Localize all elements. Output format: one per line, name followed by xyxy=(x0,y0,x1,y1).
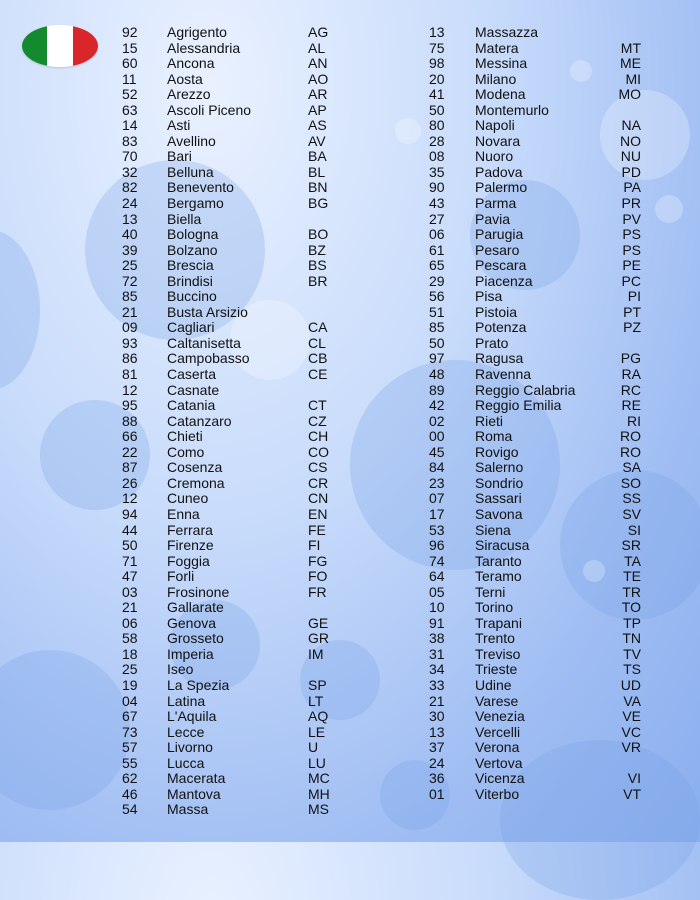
province-code: TP xyxy=(623,614,641,631)
province-code: FI xyxy=(308,537,321,554)
area-code: 96 xyxy=(429,537,445,554)
city-name: Campobasso xyxy=(167,350,250,367)
province-code: AR xyxy=(308,86,328,103)
city-name: Roma xyxy=(475,428,513,445)
province-code: AV xyxy=(308,132,326,149)
area-code: 67 xyxy=(122,708,138,725)
province-code: BG xyxy=(308,195,329,212)
italian-flag-icon xyxy=(22,25,98,67)
area-code: 11 xyxy=(122,70,137,87)
province-code: RO xyxy=(620,443,641,460)
area-code: 70 xyxy=(122,148,138,165)
area-code: 88 xyxy=(122,412,138,429)
province-code: FR xyxy=(308,583,327,600)
city-name: Catania xyxy=(167,397,216,414)
province-code: EN xyxy=(308,505,328,522)
area-code: 64 xyxy=(429,568,445,585)
city-name: Gallarate xyxy=(167,599,224,616)
city-name: Siena xyxy=(475,521,511,538)
province-code: CA xyxy=(308,319,328,336)
city-name: Avellino xyxy=(167,132,216,149)
province-code: BS xyxy=(308,257,327,274)
city-name: Busta Arsizio xyxy=(167,303,248,320)
area-code: 18 xyxy=(122,645,138,662)
city-name: Cremona xyxy=(167,474,225,491)
city-name: Massazza xyxy=(475,24,539,40)
city-name: Ragusa xyxy=(475,350,524,367)
area-code: 90 xyxy=(429,179,445,196)
province-code: CE xyxy=(308,366,328,383)
area-code: 22 xyxy=(122,443,138,460)
area-code: 27 xyxy=(429,210,445,227)
city-name: Vicenza xyxy=(475,770,525,787)
flag-white-stripe xyxy=(47,25,72,67)
area-code: 13 xyxy=(429,723,445,740)
province-code: SP xyxy=(308,676,327,693)
city-name: Catanzaro xyxy=(167,412,232,429)
area-code: 93 xyxy=(122,334,138,351)
area-code: 12 xyxy=(122,381,138,398)
city-name: Lucca xyxy=(167,754,205,771)
province-code: FE xyxy=(308,521,326,538)
area-code: 28 xyxy=(429,132,445,149)
city-name: Macerata xyxy=(167,770,226,787)
city-name: Ancona xyxy=(167,55,215,72)
city-name: Grosseto xyxy=(167,630,224,647)
city-name: Sondrio xyxy=(475,474,524,491)
province-code: RA xyxy=(621,366,641,383)
city-name: Brindisi xyxy=(167,272,213,289)
area-code: 05 xyxy=(429,583,445,600)
area-code: 38 xyxy=(429,630,445,647)
area-code: 56 xyxy=(429,288,445,305)
city-name: Venezia xyxy=(475,708,525,725)
city-name: Sassari xyxy=(475,490,522,507)
city-name: Terni xyxy=(475,583,506,600)
city-name: Como xyxy=(167,443,205,460)
area-code: 17 xyxy=(429,505,445,522)
city-name: Livorno xyxy=(167,739,213,756)
city-name: Lecce xyxy=(167,723,205,740)
area-code: 21 xyxy=(429,692,445,709)
province-code: CS xyxy=(308,459,328,476)
city-name: Vercelli xyxy=(475,723,521,740)
area-code: 12 xyxy=(122,490,138,507)
area-code: 72 xyxy=(122,272,138,289)
area-code: 21 xyxy=(122,599,138,616)
province-code: TV xyxy=(623,645,641,662)
area-code: 53 xyxy=(429,521,445,538)
city-name: Foggia xyxy=(167,552,210,569)
area-code: 14 xyxy=(122,117,138,134)
area-code: 91 xyxy=(429,614,445,631)
city-name: Savona xyxy=(475,505,523,522)
city-name: Forli xyxy=(167,568,195,585)
province-code: TS xyxy=(623,661,641,678)
province-code: LU xyxy=(308,754,326,771)
province-code: MS xyxy=(308,801,329,818)
city-name: Nuoro xyxy=(475,148,514,165)
area-code: 97 xyxy=(429,350,445,367)
city-name: Biella xyxy=(167,210,202,227)
area-code: 46 xyxy=(122,785,138,802)
province-code: AL xyxy=(308,39,326,56)
province-code: IM xyxy=(308,645,324,662)
city-name: Rovigo xyxy=(475,443,519,460)
province-code: MC xyxy=(308,770,330,787)
city-name: Buccino xyxy=(167,288,217,305)
area-code: 09 xyxy=(122,319,138,336)
flag-red-stripe xyxy=(73,25,98,67)
province-code: AO xyxy=(308,70,329,87)
area-code: 07 xyxy=(429,490,445,507)
area-code: 24 xyxy=(122,195,138,212)
province-code: FO xyxy=(308,568,328,585)
area-code: 71 xyxy=(122,552,138,569)
province-code: VI xyxy=(627,770,641,787)
area-code: 03 xyxy=(122,583,138,600)
city-name: Taranto xyxy=(475,552,522,569)
city-name: Trieste xyxy=(475,661,518,678)
city-name: Piacenza xyxy=(475,272,533,289)
province-code: BZ xyxy=(308,241,326,258)
province-code: TA xyxy=(624,552,641,569)
area-code: 29 xyxy=(429,272,445,289)
province-code: AP xyxy=(308,101,327,118)
province-code: TE xyxy=(623,568,641,585)
city-name: Latina xyxy=(167,692,206,709)
area-code: 58 xyxy=(122,630,138,647)
area-code: 60 xyxy=(122,55,138,72)
city-name: Pescara xyxy=(475,257,527,274)
area-code: 23 xyxy=(429,474,445,491)
area-code: 20 xyxy=(429,70,445,87)
area-code: 37 xyxy=(429,739,445,756)
area-code: 08 xyxy=(429,148,445,165)
city-name: Ravenna xyxy=(475,366,532,383)
province-code: PI xyxy=(627,288,641,305)
area-code: 75 xyxy=(429,39,445,56)
province-code: FG xyxy=(308,552,328,569)
city-name: Pistoia xyxy=(475,303,518,320)
province-code: SV xyxy=(622,505,641,522)
city-name: Firenze xyxy=(167,537,214,554)
area-code: 13 xyxy=(122,210,138,227)
province-code: RO xyxy=(620,428,641,445)
city-name: Teramo xyxy=(475,568,522,585)
province-code: BN xyxy=(308,179,328,196)
city-name: Casnate xyxy=(167,381,220,398)
city-name: Cuneo xyxy=(167,490,209,507)
city-name: Ferrara xyxy=(167,521,213,538)
city-name: Chieti xyxy=(167,428,203,445)
city-name: Trento xyxy=(475,630,515,647)
city-name: Massa xyxy=(167,801,209,818)
area-code: 50 xyxy=(122,537,138,554)
province-code: MI xyxy=(625,70,641,87)
city-name: Bari xyxy=(167,148,192,165)
area-code: 30 xyxy=(429,708,445,725)
province-code: PT xyxy=(623,303,641,320)
province-code: UD xyxy=(620,676,641,693)
city-name: Genova xyxy=(167,614,217,631)
city-name: Benevento xyxy=(167,179,234,196)
province-code: CH xyxy=(308,428,329,445)
city-name: Vertova xyxy=(475,754,523,771)
area-code: 87 xyxy=(122,459,138,476)
area-code: 65 xyxy=(429,257,445,274)
province-code: U xyxy=(308,739,319,756)
area-code: 06 xyxy=(122,614,138,631)
area-code: 02 xyxy=(429,412,445,429)
city-name: Palermo xyxy=(475,179,528,196)
province-code: PG xyxy=(620,350,641,367)
area-code: 25 xyxy=(122,257,138,274)
city-name: Pisa xyxy=(475,288,503,305)
province-code: CO xyxy=(308,443,329,460)
area-code: 19 xyxy=(122,676,138,693)
area-code: 21 xyxy=(122,303,138,320)
area-code: 80 xyxy=(429,117,445,134)
area-code: 50 xyxy=(429,334,445,351)
city-name: Potenza xyxy=(475,319,527,336)
province-code: MT xyxy=(620,39,641,56)
area-code: 25 xyxy=(122,661,138,678)
area-code: 48 xyxy=(429,366,445,383)
area-code: 74 xyxy=(429,552,445,569)
province-code: PE xyxy=(622,257,641,274)
city-name: Imperia xyxy=(167,645,214,662)
area-code: 50 xyxy=(429,101,445,118)
city-name: Ascoli Piceno xyxy=(167,101,252,118)
area-code: 66 xyxy=(122,428,138,445)
area-code: 63 xyxy=(122,101,138,118)
city-name: Salerno xyxy=(475,459,524,476)
city-name: Treviso xyxy=(475,645,521,662)
city-name: Matera xyxy=(475,39,519,56)
city-name: Siracusa xyxy=(475,537,530,554)
province-code: SR xyxy=(621,537,641,554)
province-code: CT xyxy=(308,397,327,414)
province-code: BA xyxy=(308,148,327,165)
province-code: AS xyxy=(308,117,327,134)
province-code: SO xyxy=(620,474,641,491)
province-code: VA xyxy=(623,692,641,709)
city-name: La Spezia xyxy=(167,676,230,693)
area-code: 81 xyxy=(122,366,138,383)
area-code: 42 xyxy=(429,397,445,414)
area-code: 31 xyxy=(429,645,445,662)
province-code: RI xyxy=(627,412,641,429)
city-name: Reggio Calabria xyxy=(475,381,576,398)
province-code: CN xyxy=(308,490,329,507)
area-code: 35 xyxy=(429,163,445,180)
area-code: 32 xyxy=(122,163,138,180)
city-name: Milano xyxy=(475,70,517,87)
city-name: Arezzo xyxy=(167,86,211,103)
city-name: Frosinone xyxy=(167,583,230,600)
province-code: BO xyxy=(308,226,329,243)
area-code: 73 xyxy=(122,723,138,740)
city-name: Enna xyxy=(167,505,200,522)
area-code: 34 xyxy=(429,661,445,678)
area-code: 55 xyxy=(122,754,138,771)
area-code: 10 xyxy=(429,599,445,616)
area-code: 26 xyxy=(122,474,138,491)
area-code: 39 xyxy=(122,241,138,258)
province-code: MH xyxy=(308,785,330,802)
area-code: 24 xyxy=(429,754,445,771)
province-code: BR xyxy=(308,272,328,289)
province-code: RE xyxy=(621,397,641,414)
city-name: Bergamo xyxy=(167,195,224,212)
province-code: LT xyxy=(308,692,324,709)
area-code: 01 xyxy=(429,785,445,802)
city-name: Prato xyxy=(475,334,509,351)
province-code: PC xyxy=(621,272,641,289)
area-code: 86 xyxy=(122,350,138,367)
area-code: 98 xyxy=(429,55,445,72)
area-code: 52 xyxy=(122,86,138,103)
province-code: AG xyxy=(308,24,329,40)
city-name: Trapani xyxy=(475,614,522,631)
province-code: PS xyxy=(622,241,641,258)
city-name: Aosta xyxy=(167,70,203,87)
province-code: NA xyxy=(621,117,641,134)
flag-green-stripe xyxy=(22,25,47,67)
area-code: 84 xyxy=(429,459,445,476)
province-code: GE xyxy=(308,614,329,631)
city-name: Modena xyxy=(475,86,526,103)
city-name: Rieti xyxy=(475,412,504,429)
province-code: PZ xyxy=(623,319,641,336)
province-code: VT xyxy=(623,785,641,802)
city-name: Belluna xyxy=(167,163,214,180)
province-code: SI xyxy=(627,521,641,538)
area-code: 95 xyxy=(122,397,138,414)
area-code: 36 xyxy=(429,770,445,787)
city-name: Agrigento xyxy=(167,24,227,40)
province-code: AN xyxy=(308,55,328,72)
area-code: 85 xyxy=(429,319,445,336)
area-code: 00 xyxy=(429,428,445,445)
area-code: 43 xyxy=(429,195,445,212)
area-code: 33 xyxy=(429,676,445,693)
province-code: NO xyxy=(620,132,641,149)
area-code: 82 xyxy=(122,179,138,196)
city-name: Udine xyxy=(475,676,512,693)
province-code: LE xyxy=(308,723,326,740)
city-name: Caltanisetta xyxy=(167,334,241,351)
province-code: VR xyxy=(621,739,641,756)
area-code: 45 xyxy=(429,443,445,460)
province-code: PD xyxy=(621,163,641,180)
city-name: L'Aquila xyxy=(167,708,217,725)
province-code: CL xyxy=(308,334,326,351)
city-name: Varese xyxy=(475,692,519,709)
area-code: 41 xyxy=(429,86,445,103)
city-name: Padova xyxy=(475,163,523,180)
area-code: 15 xyxy=(122,39,138,56)
province-code: BL xyxy=(308,163,326,180)
area-code: 44 xyxy=(122,521,138,538)
area-code: 92 xyxy=(122,24,138,40)
province-code: TN xyxy=(622,630,641,647)
city-name: Parma xyxy=(475,195,517,212)
area-code: 62 xyxy=(122,770,138,787)
province-code: TO xyxy=(621,599,641,616)
city-name: Bolzano xyxy=(167,241,218,258)
city-name: Pavia xyxy=(475,210,511,227)
province-code: PV xyxy=(622,210,641,227)
province-code: VE xyxy=(622,708,641,725)
area-code: 83 xyxy=(122,132,138,149)
area-code: 61 xyxy=(429,241,445,258)
area-code: 51 xyxy=(429,303,445,320)
area-code: 13 xyxy=(429,24,445,40)
area-code: 57 xyxy=(122,739,138,756)
area-code: 40 xyxy=(122,226,138,243)
province-code: GR xyxy=(308,630,329,647)
city-name: Napoli xyxy=(475,117,515,134)
area-code: 06 xyxy=(429,226,445,243)
city-name: Verona xyxy=(475,739,520,756)
province-code: ME xyxy=(620,55,641,72)
city-name: Bologna xyxy=(167,226,219,243)
city-name: Brescia xyxy=(167,257,214,274)
province-code: PR xyxy=(621,195,641,212)
province-code: RC xyxy=(620,381,641,398)
city-name: Cagliari xyxy=(167,319,215,336)
province-code: NU xyxy=(620,148,641,165)
area-code: 85 xyxy=(122,288,138,305)
city-name: Caserta xyxy=(167,366,217,383)
area-code: 89 xyxy=(429,381,445,398)
province-code: PS xyxy=(622,226,641,243)
area-code: 94 xyxy=(122,505,138,522)
province-code: SS xyxy=(622,490,641,507)
city-name: Messina xyxy=(475,55,528,72)
area-code: 04 xyxy=(122,692,138,709)
city-name: Alessandria xyxy=(167,39,241,56)
city-name: Asti xyxy=(167,117,191,134)
city-name: Iseo xyxy=(167,661,194,678)
province-code: AQ xyxy=(308,708,329,725)
city-name: Reggio Emilia xyxy=(475,397,562,414)
city-name: Mantova xyxy=(167,785,221,802)
province-code: PA xyxy=(623,179,641,196)
city-name: Novara xyxy=(475,132,521,149)
city-name: Montemurlo xyxy=(475,101,549,118)
province-code: VC xyxy=(621,723,641,740)
province-code: TR xyxy=(622,583,641,600)
province-code: SA xyxy=(622,459,641,476)
city-name: Torino xyxy=(475,599,514,616)
city-name: Viterbo xyxy=(475,785,520,802)
province-code: MO xyxy=(618,86,641,103)
city-name: Cosenza xyxy=(167,459,223,476)
province-code: CR xyxy=(308,474,329,491)
city-name: Parugia xyxy=(475,226,524,243)
province-code: CB xyxy=(308,350,328,367)
area-code: 47 xyxy=(122,568,138,585)
area-code: 54 xyxy=(122,801,138,818)
city-name: Pesaro xyxy=(475,241,520,258)
province-code: CZ xyxy=(308,412,327,429)
